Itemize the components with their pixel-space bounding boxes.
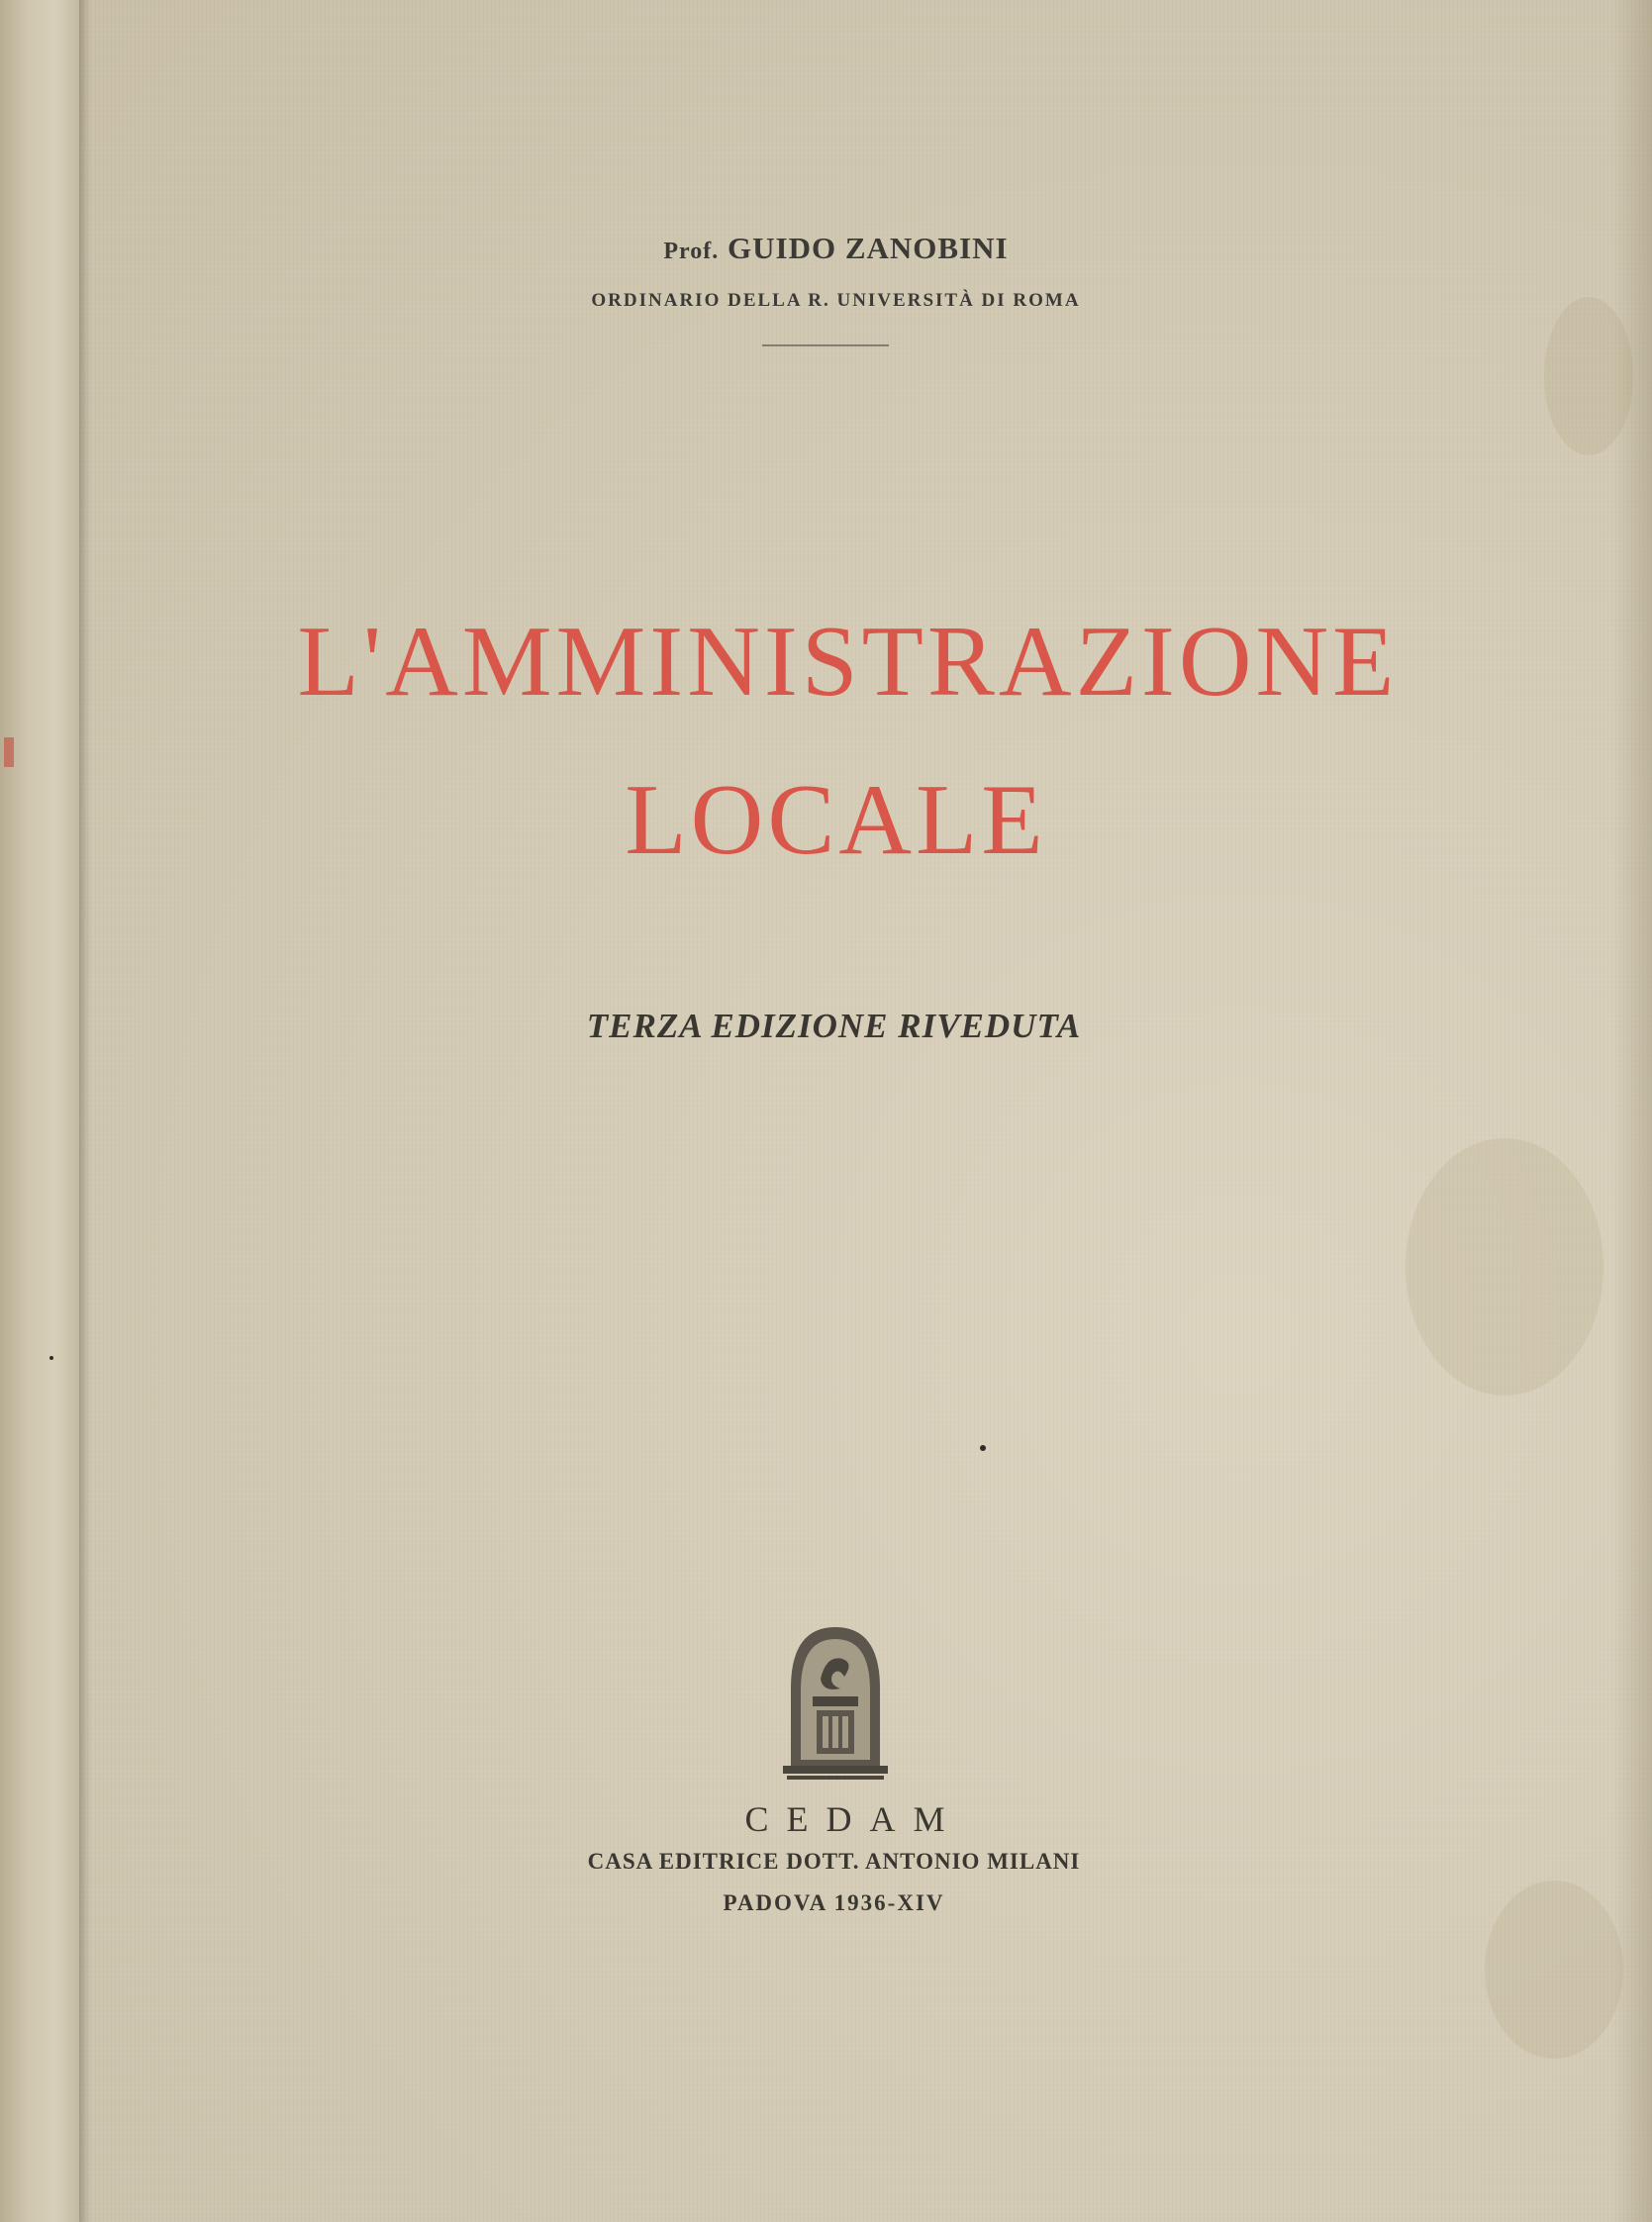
spine-hinge [79,0,93,2222]
publisher-name: CEDAM [744,1799,963,1839]
cloth-speck [980,1445,986,1451]
book-spine [0,0,79,2222]
edition-statement: TERZA EDIZIONE RIVEDUTA [586,1007,1082,1045]
ornamental-rule [762,344,889,346]
book-title-line-2: LOCALE [625,764,1047,876]
cloth-speck [49,1356,53,1360]
publication-place-date: PADOVA 1936-XIV [723,1890,945,1915]
book-title-line-1: L'AMMINISTRAZIONE [297,606,1399,718]
publisher-full-name: CASA EDITRICE DOTT. ANTONIO MILANI [587,1849,1081,1874]
author-fullname: GUIDO ZANOBINI [728,231,1009,265]
cedam-logo-icon [783,1619,888,1780]
author-affiliation: ORDINARIO DELLA R. UNIVERSITÀ DI ROMA [591,290,1081,311]
author-prefix: Prof. [663,239,720,264]
author-name [0,231,1652,266]
cloth-stain [1544,297,1633,455]
cloth-stain [1406,1138,1603,1396]
